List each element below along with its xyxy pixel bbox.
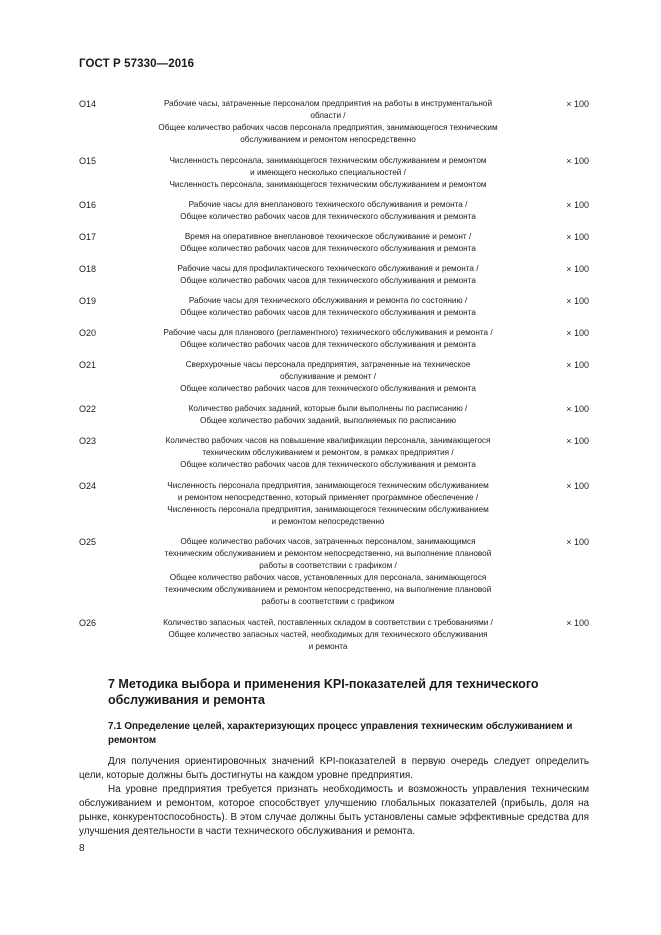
kpi-multiplier: × 100 xyxy=(566,156,589,166)
kpi-row xyxy=(79,295,589,319)
kpi-formula: Время на оперативное внеплановое техническое обслуживание и ремонт / Общее количество рабочих часов для технического обслуживания и ремонта xyxy=(180,232,476,253)
kpi-row xyxy=(79,435,589,471)
kpi-row xyxy=(79,263,589,287)
kpi-formula: Сверхурочные часы персонала предприятия, затраченные на техническое обслуживание и ремонт / Общее количество рабочих часов для технического обслуживания и ремонта xyxy=(180,360,476,393)
kpi-code: O17 xyxy=(79,232,97,242)
kpi-row xyxy=(79,327,589,351)
kpi-multiplier: × 100 xyxy=(566,200,589,210)
kpi-formula: Количество рабочих заданий, которые были выполнены по расписанию / Общее количество рабочих заданий, выполняемых по расписанию xyxy=(188,404,468,425)
kpi-code: O14 xyxy=(79,99,97,109)
kpi-multiplier: × 100 xyxy=(566,481,589,491)
kpi-code: O24 xyxy=(79,481,97,491)
kpi-multiplier: × 100 xyxy=(566,99,589,109)
kpi-code: O15 xyxy=(79,156,97,166)
kpi-multiplier: × 100 xyxy=(566,404,589,414)
kpi-code: O20 xyxy=(79,328,97,338)
kpi-code: O16 xyxy=(79,200,97,210)
kpi-row xyxy=(79,617,589,653)
kpi-formula: Количество рабочих часов на повышение квалификации персонала, занимающегося техническим обслуживанием и ремонтом, в рамках предприятия / Общее количество рабочих часов для технического обслуживания и ремонта xyxy=(165,436,491,469)
kpi-multiplier: × 100 xyxy=(566,264,589,274)
kpi-multiplier: × 100 xyxy=(566,436,589,446)
kpi-code: O26 xyxy=(79,618,97,628)
kpi-row xyxy=(79,98,589,146)
kpi-formula: Рабочие часы, затраченные персоналом предприятия на работы в инструментальной области / Общее количество рабочих часов персонала предприятия, занимающегося техническим обслуживанием и ремонтом непосредственно xyxy=(158,99,498,144)
kpi-multiplier: × 100 xyxy=(566,232,589,242)
kpi-formula: Количество запасных частей, поставленных складом в соответствии с требованиями / Общее количество запасных частей, необходимых для технического обслуживания и ремонта xyxy=(163,618,493,651)
kpi-formula: Численность персонала, занимающегося техническим обслуживанием и ремонтом и имеющего несколько специальностей / Численность персонала, занимающегося техническим обслуживанием и ремонтом xyxy=(169,156,487,189)
kpi-row xyxy=(79,155,589,191)
kpi-multiplier: × 100 xyxy=(566,328,589,338)
kpi-formula: Рабочие часы для планового (регламентного) технического обслуживания и ремонта / Общее количество рабочих часов для технического обслуживания и ремонта xyxy=(163,328,493,349)
kpi-row xyxy=(79,536,589,608)
kpi-formula: Численность персонала предприятия, занимающегося техническим обслуживанием и ремонтом непосредственно, который применяет программное обеспечение / Численность персонала предприятия, занимающегося техническим обслуживанием и ремонтом непосредственно xyxy=(167,481,489,526)
kpi-multiplier: × 100 xyxy=(566,296,589,306)
kpi-code: O18 xyxy=(79,264,97,274)
kpi-row xyxy=(79,480,589,528)
kpi-code: O23 xyxy=(79,436,97,446)
kpi-multiplier: × 100 xyxy=(566,537,589,547)
kpi-code: O25 xyxy=(79,537,97,547)
subsection-title: 7.1 Определение целей, характеризующих процесс управления техническим обслуживанием и ремонтом xyxy=(108,721,573,746)
kpi-multiplier: × 100 xyxy=(566,360,589,370)
kpi-code: O21 xyxy=(79,360,97,370)
kpi-code: O19 xyxy=(79,296,97,306)
kpi-row xyxy=(79,231,589,255)
kpi-row xyxy=(79,359,589,395)
paragraph: Для получения ориентировочных значений KPI-показателей в первую очередь следует определить цели, которые должны быть достигнуты на каждом уровне предприятия. xyxy=(79,756,589,782)
kpi-formula: Рабочие часы для технического обслуживания и ремонта по состоянию / Общее количество рабочих часов для технического обслуживания и ремонта xyxy=(180,296,476,317)
section-title: 7 Методика выбора и применения KPI-показателей для технического обслуживания и ремонта xyxy=(108,677,539,707)
kpi-formula: Общее количество рабочих часов, затраченных персоналом, занимающимся техническим обслуживанием и ремонтом непосредственно, на выполнение плановой работы в соответствии с графиком / Общее количество рабочих часов, установленных для персонала, занимающегося техническим обслуживанием и ремонтом непосредственно, на выполнение плановой работы в соответствии с графиком xyxy=(164,537,492,606)
kpi-formula: Рабочие часы для внепланового технического обслуживания и ремонта / Общее количество рабочих часов для технического обслуживания и ремонта xyxy=(180,200,476,221)
kpi-multiplier: × 100 xyxy=(566,618,589,628)
body-text xyxy=(79,755,589,840)
document-header: ГОСТ Р 57330—2016 xyxy=(79,58,195,70)
kpi-formula: Рабочие часы для профилактического технического обслуживания и ремонта / Общее количество рабочих часов для технического обслуживания и ремонта xyxy=(177,264,479,285)
page-number: 8 xyxy=(79,843,85,854)
kpi-row xyxy=(79,199,589,223)
paragraph: На уровне предприятия требуется признать необходимость и возможность управления техническим обслуживанием и ремонтом, которое способствует улучшению глобальных показателей (прибыль, доля на рынке, конкурентоспособность). В этом случае должны быть установлены самые эффективные средства для улучшения деятельности в части технического обслуживания и ремонта. xyxy=(79,784,589,838)
kpi-code: O22 xyxy=(79,404,97,414)
kpi-row xyxy=(79,403,589,427)
